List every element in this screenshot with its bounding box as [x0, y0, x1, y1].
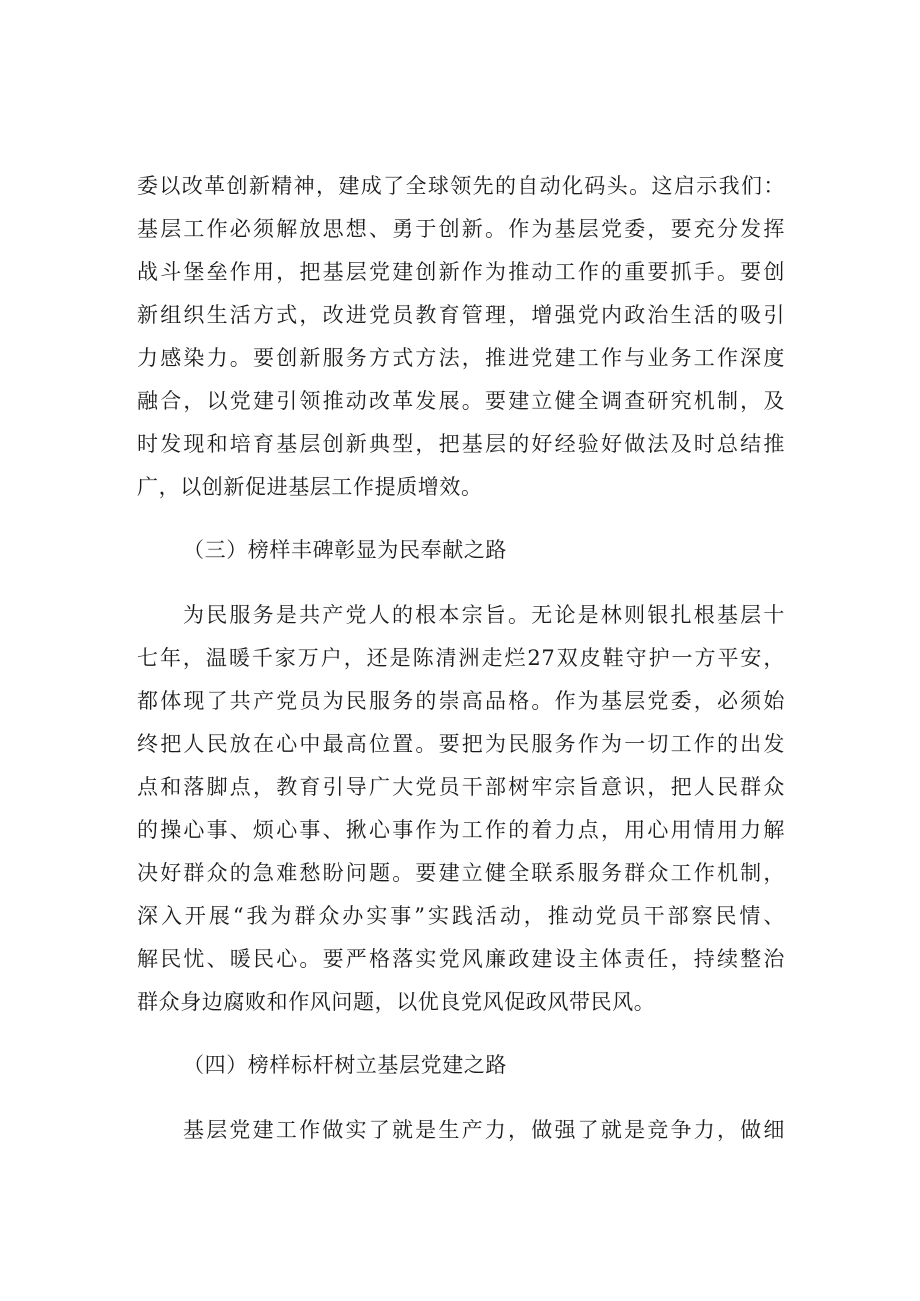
paragraph-line: 力感染力。要创新服务方式方法，推进党建工作与业务工作深度 [137, 346, 785, 370]
paragraph-line: 群众身边腐败和作风问题，以优良党风促政风带民风。 [137, 990, 656, 1014]
section-heading-three: （三）榜样丰碑彰显为民奉献之路 [183, 538, 507, 562]
paragraph-line: 解民忧、暖民心。要严格落实党风廉政建设主体责任，持续整治 [137, 947, 785, 971]
paragraph-line: 时发现和培育基层创新典型，把基层的好经验好做法及时总结推 [137, 432, 785, 456]
spacer [137, 572, 785, 594]
paragraph-line: 都体现了共产党员为民服务的崇高品格。作为基层党委，必须始 [137, 689, 785, 713]
paragraph-line: 新组织生活方式，改进党员教育管理，增强党内政治生活的吸引 [137, 303, 785, 327]
paragraph-line: 终把人民放在心中最高位置。要把为民服务作为一切工作的出发 [137, 732, 785, 756]
spacer [137, 509, 785, 529]
paragraph-line: 战斗堡垒作用，把基层党建创新作为推动工作的重要抓手。要创 [137, 260, 785, 284]
paragraph-line: 为民服务是共产党人的根本宗旨。无论是林则银扎根基层十 [183, 603, 785, 627]
section-heading-four: （四）榜样标杆树立基层党建之路 [183, 1053, 507, 1077]
paragraph-line: 决好群众的急难愁盼问题。要建立健全联系服务群众工作机制， [137, 861, 785, 885]
paragraph-line: 委以改革创新精神，建成了全球领先的自动化码头。这启示我们： [137, 174, 785, 198]
document-body [137, 165, 785, 1152]
paragraph-line: 广，以创新促进基层工作提质增效。 [137, 475, 483, 499]
paragraph-serve-people [137, 594, 785, 1024]
paragraph-innovation [137, 165, 785, 509]
paragraph-line: 七年，温暖千家万户，还是陈清洲走烂27双皮鞋守护一方平安， [137, 646, 785, 670]
paragraph-party-building [137, 1109, 785, 1152]
paragraph-line: 的操心事、烦心事、揪心事作为工作的着力点，用心用情用力解 [137, 818, 785, 842]
spacer [137, 1024, 785, 1044]
spacer [137, 1087, 785, 1109]
paragraph-line: 点和落脚点，教育引导广大党员干部树牢宗旨意识，把人民群众 [137, 775, 785, 799]
paragraph-line: 基层工作必须解放思想、勇于创新。作为基层党委，要充分发挥 [137, 217, 785, 241]
paragraph-line: 基层党建工作做实了就是生产力，做强了就是竞争力，做细 [183, 1118, 785, 1142]
paragraph-line: 融合，以党建引领推动改革发展。要建立健全调查研究机制，及 [137, 389, 785, 413]
paragraph-line: 深入开展“我为群众办实事”实践活动，推动党员干部察民情、 [137, 904, 785, 928]
